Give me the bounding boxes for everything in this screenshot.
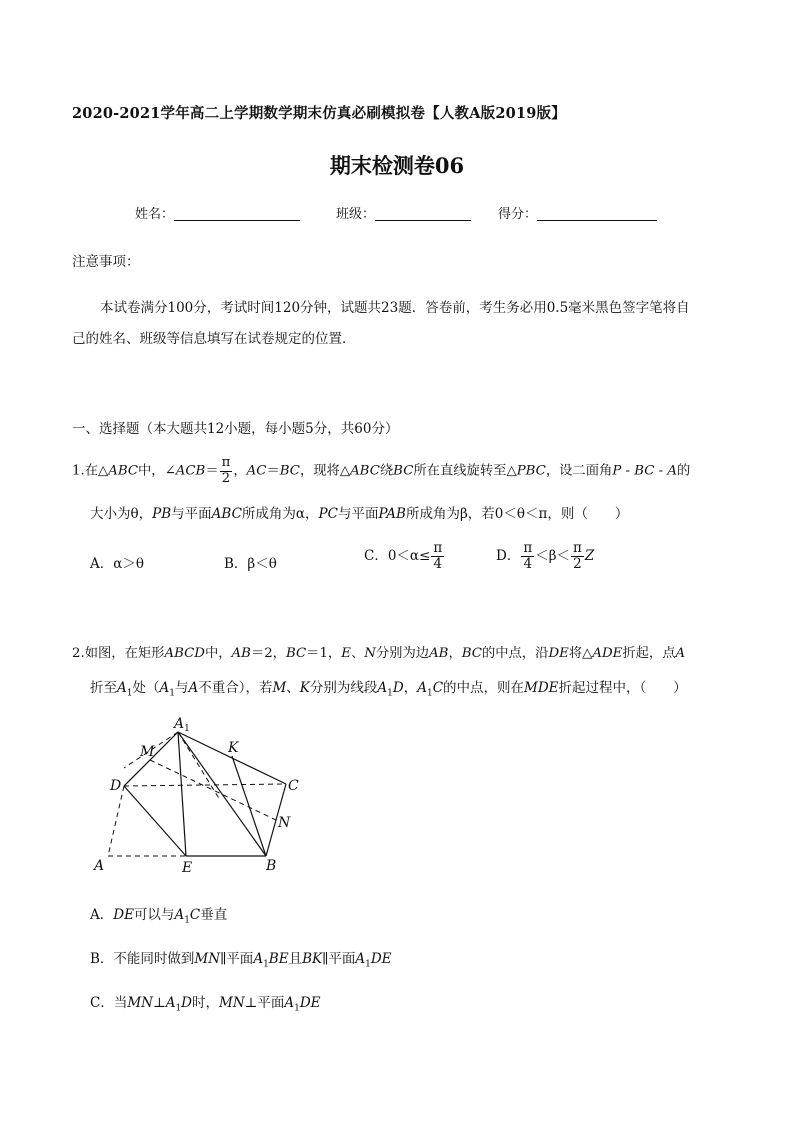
pi-over-4-fraction [521,541,534,572]
option-math: D [181,995,192,1011]
label-c: C [288,778,299,794]
class-label: 班级： [336,207,376,222]
option-math: DE [299,995,321,1011]
q1-text: 的 [676,463,691,479]
q2-math: MDE [524,680,559,696]
option-math: DE [113,907,134,923]
option-text: C．当 [90,995,128,1011]
label-b: B [266,858,277,874]
q2-math: D [392,680,404,696]
q1-text: 在△ [84,463,109,479]
score-label: 得分： [498,207,538,222]
label-n: N [278,815,291,831]
q2-text: 、 [350,646,365,661]
q1-text: 绕 [379,463,394,479]
edge-d-c-dashed [124,784,286,786]
q1-text: 与平面 [337,506,379,522]
q1-math: ABC [350,463,380,479]
option-math: C [189,907,201,923]
q2-text: 如图，在矩形 [84,646,165,661]
notice-line-2: 己的姓名、班级等信息填写在试卷规定的位置． [72,331,356,347]
q2-math: M [272,680,287,696]
q2-option-b [90,947,392,970]
label-a1-text: A [174,716,185,732]
subscript: 1 [294,1003,300,1014]
option-text: A． [90,907,114,923]
q2-math: BC [285,646,307,661]
q2-text: 折起，点 [622,646,676,661]
q1-math: BC [279,463,300,479]
pi-over-4-fraction [431,541,444,572]
q2-text: ， [403,680,418,696]
q1-text: 中，∠ [138,463,176,479]
subscript: 1 [169,688,175,699]
edge-a1-b [178,732,266,856]
exam-header: 2020-2021学年高二上学期数学期末仿真必刷模拟卷【人教A版2019版】 [72,105,566,122]
q2-text: 折起过程中，（ ） [558,680,687,696]
q2-text: 中， [204,646,232,661]
option-d-text: D． [496,547,521,564]
option-math: A [253,951,264,967]
q2-option-c [90,991,321,1014]
q1-option-c [364,541,445,572]
q1-math: PC [318,506,338,522]
q2-math: C [432,680,444,696]
q1-text: ，现将△ [299,463,351,479]
q1-math: ABC [108,463,139,479]
label-a: A [94,858,105,874]
q2-text: 分别为边 [375,646,430,661]
name-field [135,203,300,222]
option-d-text: ＜β＜ [535,547,571,564]
option-math: MN [219,995,245,1011]
option-text: 垂直 [200,907,228,923]
label-a1 [172,716,190,734]
q1-text: 所成角为β，若0＜θ＜π，则（ ） [405,506,629,522]
pi-over-2-fraction [220,456,233,486]
option-math: A [355,951,366,967]
q1-option-d [496,541,594,572]
subscript: 1 [365,959,371,970]
q1-math: ABC [211,506,242,522]
q1-text: 大小为θ， [90,506,153,522]
q2-math: A [159,680,170,696]
label-e: E [182,860,193,876]
q2-math: N [364,646,376,661]
label-k: K [228,740,239,756]
edge-d-a-dashed [108,786,124,856]
option-text: ⊥平面 [244,995,285,1011]
q2-line-1 [72,642,685,661]
pi-over-2-fraction [571,541,584,572]
q2-text: 不重合），若 [198,680,273,696]
q2-math: E [341,646,351,661]
edge-a1-e [178,732,186,856]
q2-math: A [117,680,127,696]
q2-math: A [188,680,199,696]
subscript: 1 [387,688,393,699]
q2-math: A [675,646,686,661]
q1-text: ， [233,463,247,479]
edge-d-e [124,786,186,856]
option-text: ∥平面 [322,951,356,967]
subscript: 1 [126,688,133,699]
q1-math: AC [246,463,267,479]
q2-math: A [377,680,388,696]
q1-math: BC [393,463,414,479]
option-math: MN [127,995,153,1011]
fraction-numerator: π [433,540,443,556]
q1-line-1 [72,456,690,486]
q2-math: ADE [592,646,623,661]
q1-text: 所成角为α， [241,506,319,522]
class-field [336,203,471,222]
option-d-text: Z [584,547,595,564]
q2-option-a [90,903,227,926]
q1-text: ，设二面角 [545,463,613,479]
name-blank [174,206,300,221]
subscript: 1 [263,959,269,970]
subscript: 1 [175,1003,182,1014]
subscript: 1 [184,915,190,926]
q2-text: 折至 [90,680,117,696]
q1-option-a: A．α＞θ [90,556,144,572]
option-math: BE [268,951,289,967]
fraction-denominator: 4 [523,555,533,572]
q2-math: AB [231,646,251,661]
fraction-numerator: π [221,455,231,470]
page-title: 期末检测卷06 [329,153,465,178]
q1-math: ACB [175,463,206,479]
fraction-numerator: π [523,540,533,556]
class-blank [375,206,471,221]
q1-text: ＝ [266,463,280,479]
q2-number: 2. [72,646,85,661]
label-m: M [140,744,155,760]
option-math: A [284,995,295,1011]
subscript: 1 [426,688,433,699]
q2-text: ， [448,646,462,661]
q2-math: A [417,680,427,696]
option-math: A [174,907,185,923]
q1-text: 与平面 [171,506,212,522]
fraction-denominator: 2 [573,555,582,572]
q2-text: 的中点，沿 [481,646,549,661]
q2-math: AB [429,646,449,661]
q1-option-b: B．β＜θ [224,556,277,572]
q1-math: PBC [516,463,546,479]
option-math: DE [370,951,392,967]
name-label: 姓名： [135,207,175,222]
option-math: MN [194,951,221,967]
q2-text: 与 [174,680,189,696]
q1-line-2 [90,502,628,522]
option-text: 可以与 [133,907,175,923]
q1-text: ＝ [205,463,219,479]
fraction-denominator: 4 [433,555,443,572]
fraction-denominator: 2 [221,470,231,486]
notice-heading: 注意事项： [72,254,140,270]
option-text: 且 [288,951,303,967]
q2-math: BC [461,646,482,661]
q1-math: PAB [378,506,406,522]
q2-text: 将△ [568,646,593,661]
folding-figure [80,708,320,878]
option-c-text: C．0＜α≤ [364,547,431,564]
fraction-numerator: π [573,540,582,556]
option-math: BK [302,951,323,967]
q2-text: 、 [286,680,300,696]
q2-line-2 [90,676,687,699]
q2-text: ＝1， [306,646,342,661]
option-text: ∥平面 [220,951,254,967]
score-blank [537,206,657,221]
q2-text: 处（ [132,680,160,696]
q2-math: DE [548,646,569,661]
segment-m-n-dashed [150,760,276,820]
section-heading: 一、选择题（本大题共12小题，每小题5分，共60分） [72,421,399,437]
option-text: B．不能同时做到 [90,951,195,967]
q1-math: P - BC - A [612,463,677,479]
option-text: 时， [192,995,219,1011]
q1-math: PB [152,506,172,522]
score-field [498,203,657,222]
option-math: A [165,995,176,1011]
q2-text: ＝2， [250,646,286,661]
label-d: D [110,778,122,794]
q2-text: 分别为线段 [309,680,378,696]
q1-number: 1. [72,463,85,479]
q2-text: 的中点，则在 [443,680,525,696]
label-a1-subscript: 1 [184,724,190,734]
option-text: ⊥ [152,995,166,1011]
notice-line-1: 本试卷满分100分，考试时间120分钟，试题共23题．答卷前，考生务必用0.5毫米黑色签字笔将自 [100,300,690,316]
q2-math: ABCD [164,646,205,661]
q2-math: K [299,680,310,696]
q1-text: 所在直线旋转至△ [413,463,517,479]
segment-b-k [232,756,266,856]
